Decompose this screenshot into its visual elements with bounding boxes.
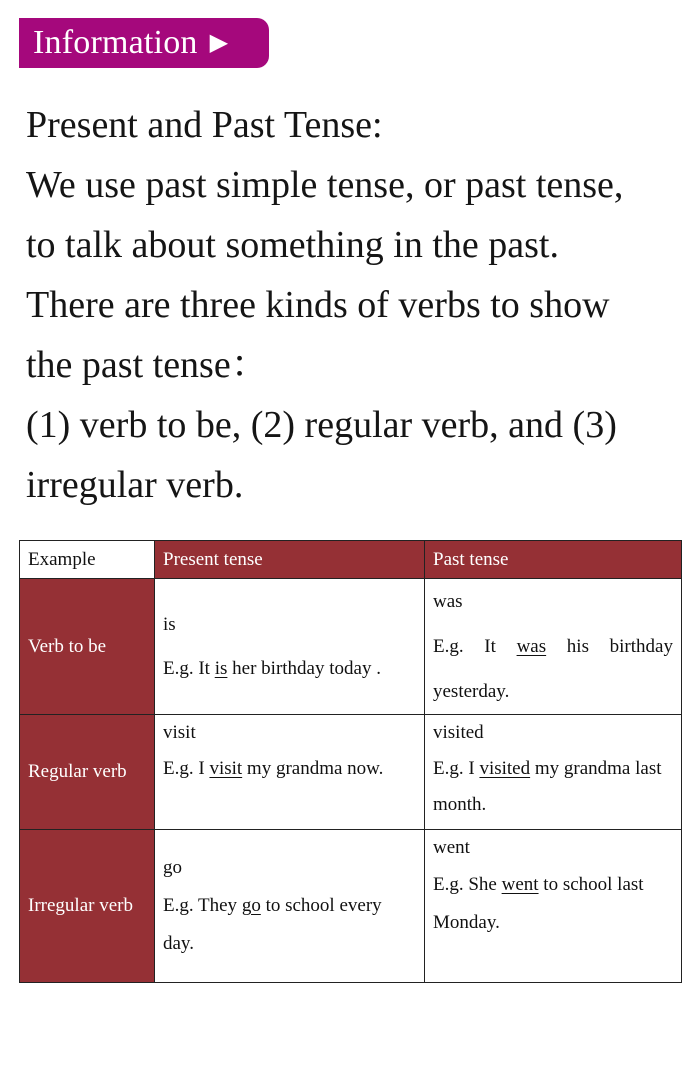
table-row — [20, 715, 682, 830]
past-word: was — [433, 591, 463, 612]
present-example: E.g. I visit my grandma now. — [163, 758, 384, 779]
table-row — [20, 830, 682, 983]
row-label-irregular-verb: Irregular verb — [20, 830, 155, 983]
table-row — [20, 579, 682, 715]
past-word: visited — [433, 722, 484, 743]
intro-line: to talk about something in the past. — [26, 224, 559, 266]
header-example: Example — [20, 541, 155, 579]
verb-underlined: went — [501, 874, 539, 895]
header-past-tense: Past tense — [425, 541, 682, 579]
past-cell — [425, 830, 682, 983]
intro-line: There are three kinds of verbs to show — [26, 284, 610, 326]
verb-underlined: visit — [209, 758, 243, 779]
past-cell — [425, 715, 682, 830]
past-example-justified: E.g. It was his birthday — [433, 624, 673, 669]
play-arrow-icon: ▶ — [209, 30, 229, 56]
tense-table — [19, 540, 682, 983]
row-label-regular-verb: Regular verb — [20, 715, 155, 830]
past-cell — [425, 579, 682, 715]
row-label-verb-to-be: Verb to be — [20, 579, 155, 715]
information-label: Information — [33, 24, 198, 61]
intro-line: Present and Past Tense: — [26, 104, 383, 146]
present-example: E.g. It is her birthday today . — [163, 657, 381, 679]
verb-underlined: was — [516, 636, 547, 657]
verb-underlined: go — [241, 895, 261, 916]
information-tab[interactable] — [19, 18, 269, 68]
past-example-end: yesterday. — [433, 681, 510, 702]
present-word: is — [163, 613, 176, 635]
present-word: go — [163, 857, 182, 878]
header-present-tense: Present tense — [155, 541, 425, 579]
intro-line: the past tense： — [26, 344, 269, 386]
table-header-row — [20, 541, 682, 579]
present-word: visit — [163, 722, 196, 743]
present-cell — [155, 830, 425, 983]
intro-line: We use past simple tense, or past tense, — [26, 164, 624, 206]
intro-line: irregular verb. — [26, 464, 244, 506]
past-example: E.g. She went to school last Monday. — [433, 874, 644, 933]
present-cell — [155, 579, 425, 715]
present-cell — [155, 715, 425, 830]
verb-underlined: visited — [479, 758, 531, 779]
intro-line: (1) verb to be, (2) regular verb, and (3) — [26, 404, 617, 446]
intro-paragraph — [26, 95, 686, 515]
past-example: E.g. I visited my grandma last month. — [433, 758, 662, 815]
verb-underlined: is — [214, 657, 228, 679]
present-example: E.g. They go to school every day. — [163, 895, 382, 954]
past-word: went — [433, 837, 470, 858]
